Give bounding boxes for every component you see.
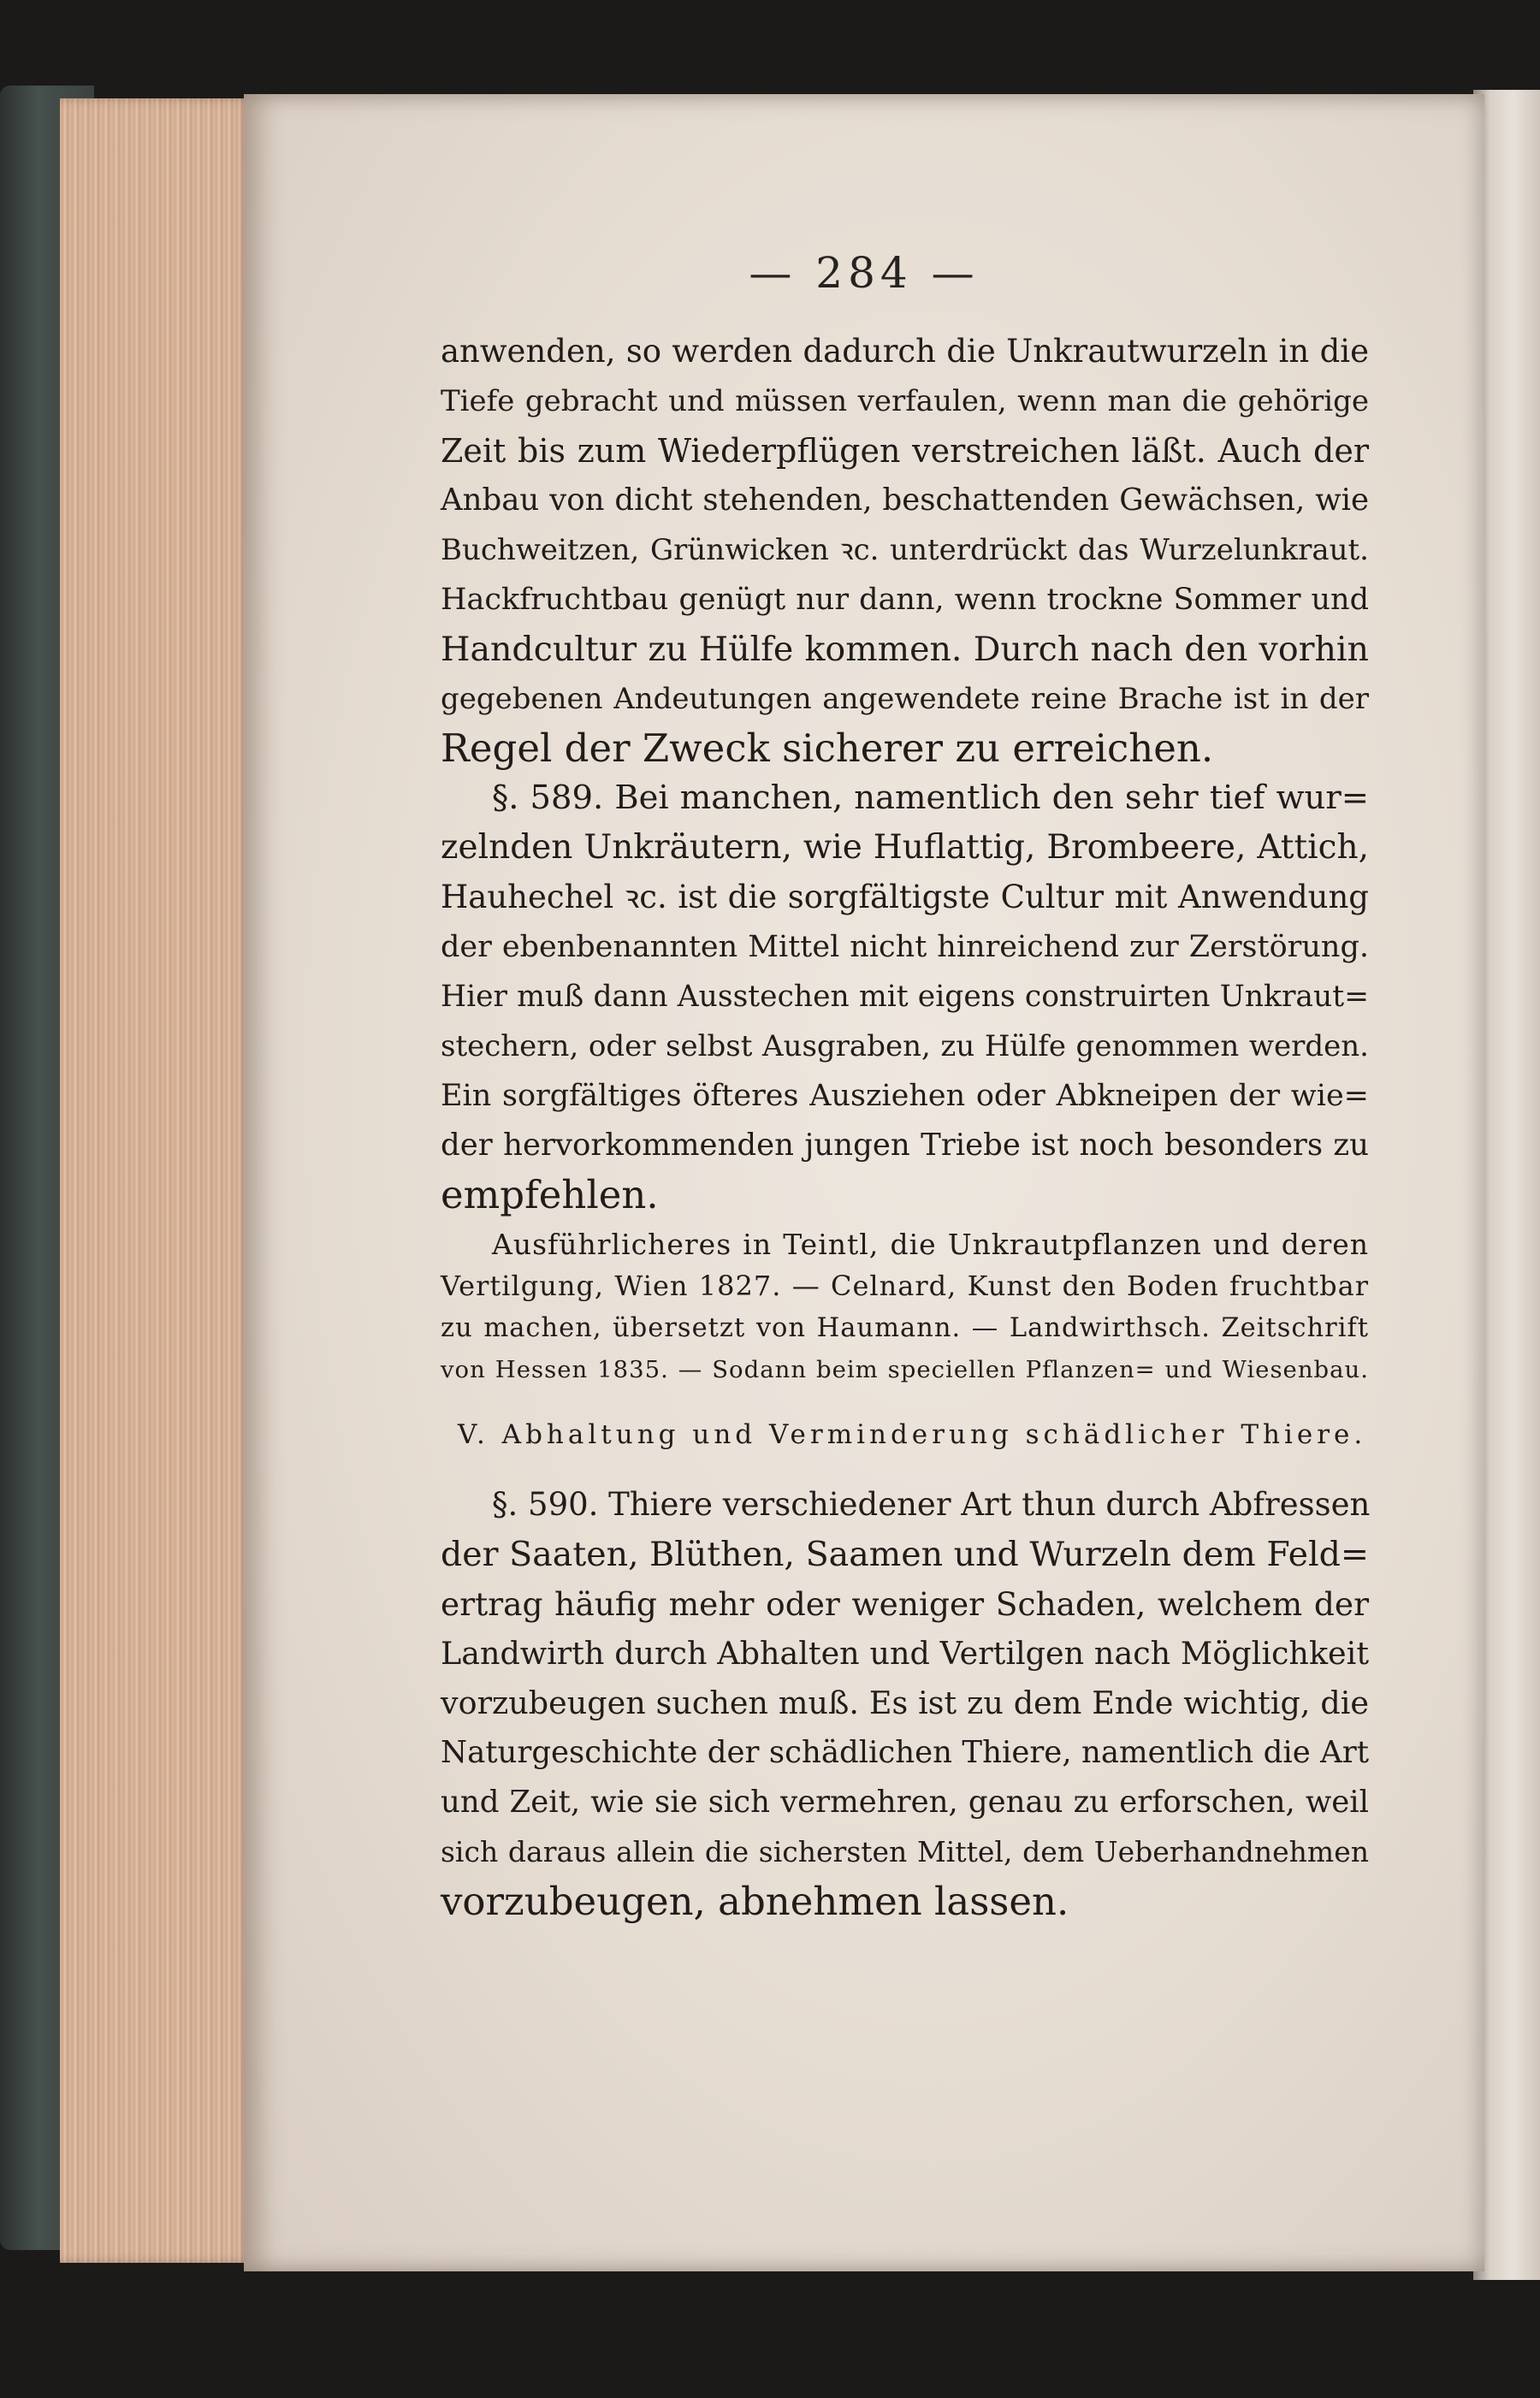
text-line: ertrag häufig mehr oder weniger Schaden, welchem der [441, 1585, 1369, 1623]
book-page [244, 94, 1484, 2271]
section-heading: V. Abhaltung und Verminderung schädlicher Thiere. [458, 1419, 1367, 1450]
paragraph-continuation [441, 327, 1369, 773]
text-line: der hervorkommenden jungen Triebe ist noch besonders zu [441, 1128, 1369, 1163]
text-line: und Zeit, wie sie sich vermehren, genau zu erforschen, weil [441, 1785, 1369, 1820]
text-line: zelnden Unkräutern, wie Huflattig, Brombeere, Attich, [441, 828, 1369, 867]
text-line: Regel der Zweck sicherer zu erreichen. [441, 725, 1214, 771]
note-line: Ausführlicheres in Teintl, die Unkrautpflanzen und deren [492, 1228, 1369, 1261]
text-line: Handcultur zu Hülfe kommen. Durch nach den vorhin [441, 630, 1369, 669]
note-line: von Hessen 1835. — Sodann beim speciellen Pflanzen= und Wiesenbau. [441, 1356, 1369, 1383]
note-line: Vertilgung, Wien 1827. — Celnard, Kunst den Boden fruchtbar [441, 1270, 1369, 1302]
paragraph-589-body [441, 823, 1369, 1220]
text-line: empfehlen. [441, 1172, 659, 1217]
text-line: Zeit bis zum Wiederpflügen verstreichen läßt. Auch der [441, 432, 1369, 470]
page-text [441, 327, 1369, 1927]
text-line: vorzubeugen, abnehmen lassen. [441, 1879, 1069, 1924]
paragraph-589 [441, 773, 1369, 823]
text-line: §. 589. Bei manchen, namentlich den sehr tief wur= [492, 779, 1369, 817]
text-line: Buchweitzen, Grünwicken ꝛc. unterdrückt das Wurzelunkraut. [441, 533, 1369, 567]
paragraph-590 [441, 1480, 1369, 1530]
text-line: Landwirth durch Abhalten und Vertilgen nach Möglichkeit [441, 1635, 1369, 1672]
text-line: der ebenbenannten Mittel nicht hinreichend zur Zerstörung. [441, 930, 1369, 964]
text-line: Tiefe gebracht und müssen verfaulen, wenn man die gehörige [441, 384, 1369, 418]
page-stack-edge [60, 98, 252, 2263]
text-line: stechern, oder selbst Ausgraben, zu Hülfe genommen werden. [441, 1029, 1369, 1063]
text-line: gegebenen Andeutungen angewendete reine Brache ist in der [441, 682, 1369, 716]
text-line: sich daraus allein die sichersten Mittel, dem Ueberhandnehmen [441, 1835, 1369, 1868]
text-line: der Saaten, Blüthen, Saamen und Wurzeln dem Feld= [441, 1535, 1369, 1574]
text-line: anwenden, so werden dadurch die Unkrautwurzeln in die [441, 333, 1369, 370]
text-line: Hauhechel ꝛc. ist die sorgfältigste Cultur mit Anwendung [441, 879, 1369, 915]
paragraph-590-body [441, 1530, 1369, 1927]
text-line: Ein sorgfältiges öfteres Ausziehen oder Abkneipen der wie= [441, 1079, 1369, 1113]
reference-note [441, 1223, 1369, 1391]
text-line: Hier muß dann Ausstechen mit eigens construirten Unkraut= [441, 980, 1369, 1014]
text-line: Hackfruchtbau genügt nur dann, wenn trockne Sommer und [441, 583, 1369, 617]
text-line: §. 590. Thiere verschiedener Art thun durch Abfressen [492, 1486, 1371, 1523]
note-line: zu machen, übersetzt von Haumann. — Landwirthsch. Zeitschrift [441, 1313, 1369, 1343]
page-number: — 284 — [749, 248, 980, 298]
text-line: Naturgeschichte der schädlichen Thiere, namentlich die Art [441, 1735, 1369, 1770]
text-line: Anbau von dicht stehenden, beschattenden Gewächsen, wie [441, 483, 1369, 518]
text-line: vorzubeugen suchen muß. Es ist zu dem Ende wichtig, die [441, 1685, 1369, 1721]
